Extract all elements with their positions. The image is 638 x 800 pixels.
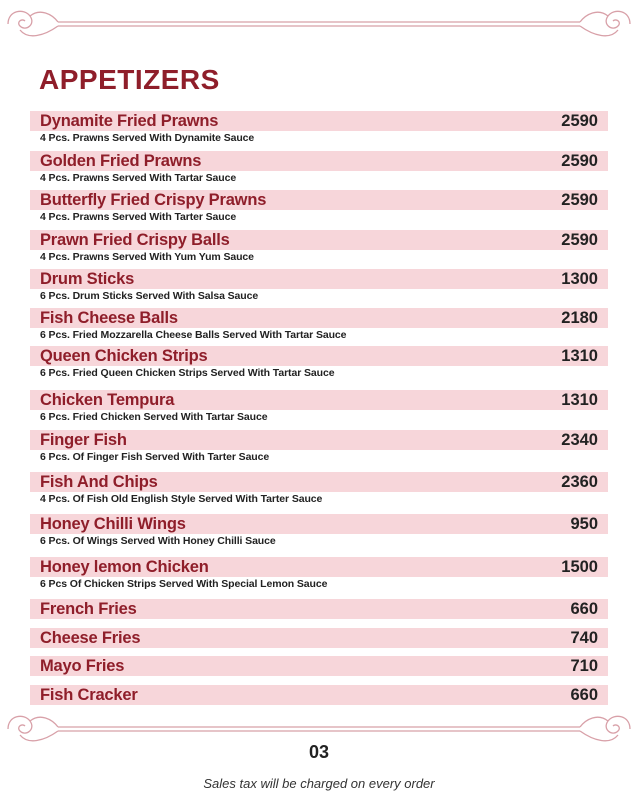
menu-item-price: 950 <box>570 514 598 533</box>
footer-note: Sales tax will be charged on every order <box>203 776 435 791</box>
menu-item-name: Finger Fish <box>40 430 127 449</box>
menu-item-price: 1310 <box>561 346 598 365</box>
menu-item-bar <box>30 628 608 648</box>
menu-item-price: 2590 <box>561 190 598 209</box>
menu-item-price: 660 <box>570 685 598 704</box>
menu-item-bar <box>30 685 608 705</box>
menu-item-bar <box>30 599 608 619</box>
menu-item-description: 4 Pcs. Prawns Served With Yum Yum Sauce <box>40 251 254 263</box>
menu-item-description: 6 Pcs. Fried Mozzarella Cheese Balls Served With Tartar Sauce <box>40 329 347 341</box>
menu-item-description: 6 Pcs. Fried Chicken Served With Tartar Sauce <box>40 411 268 423</box>
menu-item-name: Prawn Fried Crispy Balls <box>40 230 230 249</box>
menu-item <box>30 599 608 619</box>
menu-item-bar <box>30 514 608 534</box>
menu-item-name: Fish Cracker <box>40 685 138 704</box>
menu-item-description: 4 Pcs. Prawns Served With Dynamite Sauce <box>40 132 255 144</box>
menu-item-description: 6 Pcs. Of Finger Fish Served With Tarter Sauce <box>40 451 270 463</box>
menu-item-bar <box>30 656 608 676</box>
menu-item <box>30 308 608 341</box>
menu-item <box>30 269 608 302</box>
page-number: 03 <box>308 742 330 762</box>
menu-item-name: Fish Cheese Balls <box>40 308 178 327</box>
menu-item <box>30 472 608 505</box>
menu-item-price: 2360 <box>561 472 598 491</box>
menu-item-bar <box>30 308 608 328</box>
menu-item-bar <box>30 346 608 366</box>
menu-item <box>30 628 608 648</box>
menu-item-name: Golden Fried Prawns <box>40 151 202 170</box>
menu-item-name: Drum Sticks <box>40 269 135 288</box>
menu-item <box>30 230 608 263</box>
menu-item <box>30 111 608 144</box>
menu-item-price: 1500 <box>561 557 598 576</box>
menu-item-bar <box>30 269 608 289</box>
menu-item <box>30 685 608 705</box>
menu-item <box>30 190 608 223</box>
menu-item <box>30 430 608 463</box>
menu-item <box>30 557 608 590</box>
menu-item-bar <box>30 557 608 577</box>
menu-item-name: Honey lemon Chicken <box>40 557 209 576</box>
menu-item-description: 4 Pcs. Of Fish Old English Style Served With Tarter Sauce <box>40 493 323 505</box>
menu-item-bar <box>30 151 608 171</box>
menu-item-price: 2590 <box>561 151 598 170</box>
menu-item-description: 4 Pcs. Prawns Served With Tartar Sauce <box>40 172 237 184</box>
menu-item-price: 1310 <box>561 390 598 409</box>
menu-item <box>30 390 608 423</box>
menu-item-name: Chicken Tempura <box>40 390 175 409</box>
menu-item <box>30 151 608 184</box>
menu-item <box>30 514 608 547</box>
menu-item-bar <box>30 390 608 410</box>
menu-item-price: 2590 <box>561 230 598 249</box>
menu-item-name: French Fries <box>40 599 137 618</box>
menu-item-description: 4 Pcs. Prawns Served With Tarter Sauce <box>40 211 237 223</box>
menu-item-price: 1300 <box>561 269 598 288</box>
section-title: APPETIZERS <box>39 64 220 95</box>
menu-item-bar <box>30 111 608 131</box>
menu-item-price: 2590 <box>561 111 598 130</box>
menu-item-name: Butterfly Fried Crispy Prawns <box>40 190 267 209</box>
menu-item-name: Dynamite Fried Prawns <box>40 111 219 130</box>
menu-item-name: Fish And Chips <box>40 472 158 491</box>
menu-item-price: 710 <box>570 656 598 675</box>
menu-item-description: 6 Pcs. Of Wings Served With Honey Chilli Sauce <box>40 535 276 547</box>
menu-item <box>30 346 608 379</box>
top-ornament-border <box>0 0 638 50</box>
menu-item-name: Mayo Fries <box>40 656 125 675</box>
menu-item-description: 6 Pcs. Fried Queen Chicken Strips Served With Tartar Sauce <box>40 367 335 379</box>
menu-item-name: Honey Chilli Wings <box>40 514 186 533</box>
menu-item-bar <box>30 190 608 210</box>
menu-item-bar <box>30 430 608 450</box>
menu-item-name: Queen Chicken Strips <box>40 346 208 365</box>
menu-item-bar <box>30 230 608 250</box>
menu-item-price: 2340 <box>561 430 598 449</box>
menu-item-price: 740 <box>570 628 598 647</box>
menu-item-description: 6 Pcs Of Chicken Strips Served With Special Lemon Sauce <box>40 578 328 590</box>
menu-item <box>30 656 608 676</box>
menu-item-bar <box>30 472 608 492</box>
menu-item-description: 6 Pcs. Drum Sticks Served With Salsa Sauce <box>40 290 259 302</box>
menu-item-name: Cheese Fries <box>40 628 141 647</box>
menu-item-price: 660 <box>570 599 598 618</box>
menu-item-price: 2180 <box>561 308 598 327</box>
